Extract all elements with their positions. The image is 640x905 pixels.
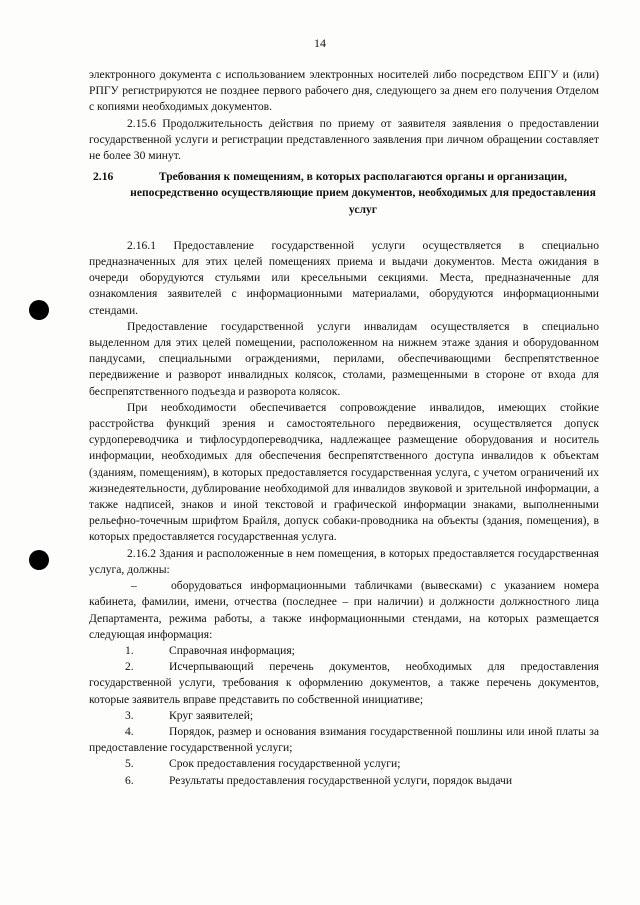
list-item-text: Срок предоставления государственной услуги;: [169, 757, 401, 771]
list-item: [89, 643, 599, 659]
punch-hole-bottom: [29, 550, 49, 570]
list-item-number: 1.: [125, 643, 134, 657]
paragraph: Предоставление государственной услуги инвалидам осуществляется в специально выделенном для этих целей помещении, расположенном на нижнем этаже здания и оборудованном пандусами, специальными ограждениями, перилами, обеспечивающими беспрепятственное передвижение и разворот инвалидных колясок, столами, размещенными в стороне от входа для беспрепятственного подъезда и разворота колясок.: [89, 319, 599, 398]
list-item-text: Справочная информация;: [169, 643, 295, 657]
document-body: [89, 67, 599, 789]
list-item-number: 4.: [125, 724, 134, 738]
punch-hole-top: [29, 300, 49, 320]
section-title: Требования к помещениям, в которых располагаются органы и организации, непосредственно осуществляющие прием документов, необходимых для предоставления услуг: [130, 170, 596, 216]
list-item-text: Результаты предоставления государственной услуги, порядок выдачи: [169, 773, 513, 787]
list-item: [89, 708, 599, 724]
paragraph: 2.15.6 Продолжительность действия по приему от заявителя заявления о предоставлении государственной услуги и регистрации представленного заявления при личном обращении составляет не более 30 минут.: [89, 116, 599, 163]
list-item-number: 3.: [125, 708, 134, 722]
paragraph: При необходимости обеспечивается сопровождение инвалидов, имеющих стойкие расстройства функций зрения и самостоятельного передвижения, осуществляется допуск сурдопереводчика и тифлосурдопереводчика, надлежащее размещение оборудования и носитель информации, необходимых для обеспечения беспрепятственного доступа инвалидов к объектам (зданиям, помещениям), в которых предоставляется государственная услуга, с учетом ограничений их жизнедеятельности, дублирование необходимой для инвалидов звуковой и зрительной информации, а также надписей, знаков и иной текстовой и графической информации знаками, выполненными рельефно-точечным шрифтом Брайля, допуск собаки-проводника на объекты (здания, помещения), в которых предоставляется государственная услуга.: [89, 400, 599, 544]
list-item-text: Порядок, размер и основания взимания государственной пошлины или иной платы за предоставление государственной услуги;: [89, 724, 599, 755]
list-item: [89, 773, 599, 789]
list-item-number: 2.: [125, 660, 134, 674]
dash-item-text: оборудоваться информационными табличками (вывесками) с указанием номера кабинета, фамилии, имени, отчества (последнее – при наличии) и должности должностного лица Департамента, режима работы, а также информационными стендами, на которых размещается следующая информация:: [89, 579, 599, 641]
list-item-text: Исчерпывающий перечень документов, необходимых для предоставления государственной услуги, требования к оформлению документов, а также перечень документов, которые заявитель вправе представить по собственной инициативе;: [89, 660, 599, 706]
list-item: [89, 756, 599, 772]
section-number: 2.16: [93, 170, 114, 184]
paragraph: 2.16.2 Здания и расположенные в нем помещения, в которых предоставляется государственная услуга, должны:: [89, 546, 599, 576]
page-number: 14: [314, 36, 326, 50]
numbered-list: [89, 643, 599, 789]
list-item: [89, 659, 599, 708]
list-item-number: 5.: [125, 757, 134, 771]
section-heading: [89, 169, 599, 218]
dash-marker: –: [131, 579, 137, 593]
list-item-text: Круг заявителей;: [169, 708, 254, 722]
list-item-number: 6.: [125, 773, 134, 787]
list-item: [89, 724, 599, 756]
paragraph: 2.16.1 Предоставление государственной услуги осуществляется в специально предназначенных для этих целей помещениях приема и выдачи документов. Места ожидания в очереди оборудуются стульями или кресельными секциями. Места, предназначенные для ознакомления заявителей с информационными материалами, оборудуются информационными стендами.: [89, 238, 599, 317]
dash-list-item: [89, 578, 599, 643]
paragraph: электронного документа с использованием электронных носителей либо посредством ЕПГУ и (или) РПГУ регистрируются не позднее первого рабочего дня, следующего за днем его получения Отделом с копиями необходимых документов.: [89, 68, 599, 114]
